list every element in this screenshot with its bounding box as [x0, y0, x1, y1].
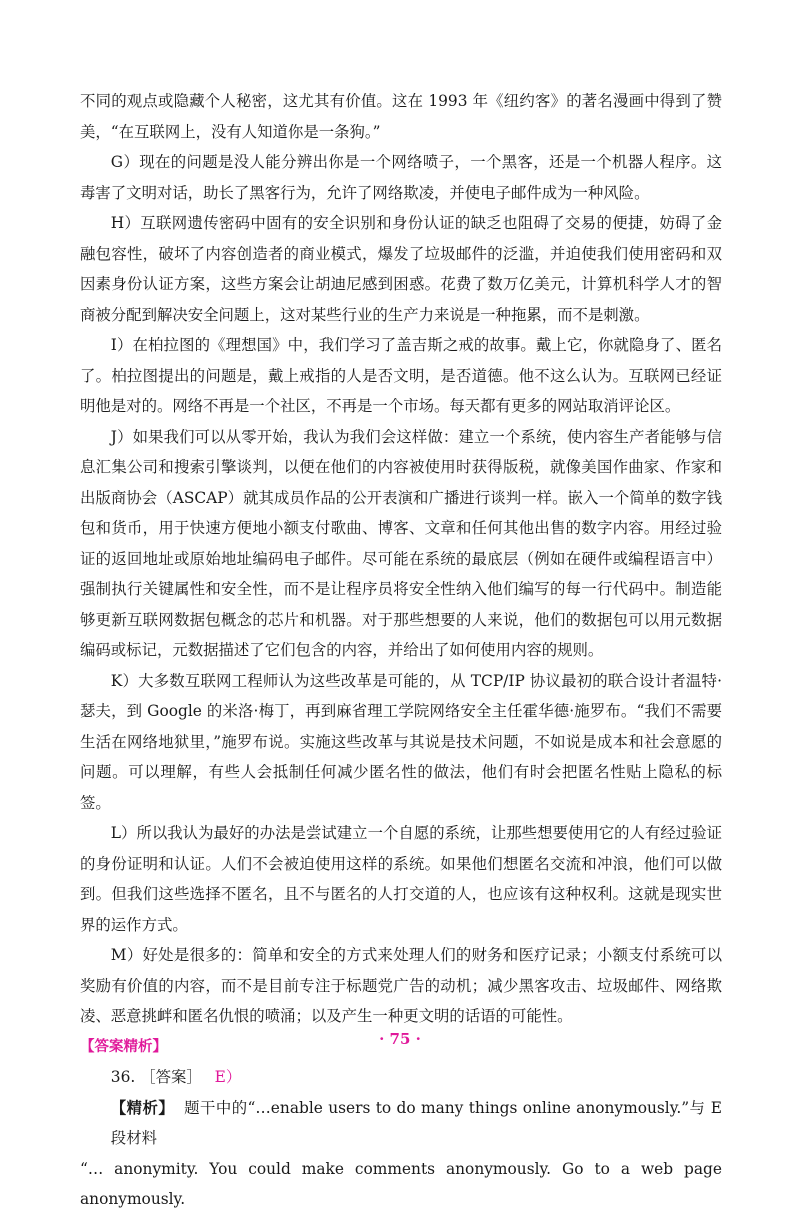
paragraph-m: M）好处是很多的：简单和安全的方式来处理人们的财务和医疗记录；小额支付系统可以奖励有价值的内容，而不是目前专注于标题党广告的动机；减少黑客攻击、垃圾邮件、网络欺凌、恶意挑衅和匿名仇恨的喷涌；以及产生一种更文明的话语的可能性。	[80, 946, 722, 1025]
analysis-text-line-1: 题干中的“…enable users to do many things online anonymously.”与 E 段材料	[110, 1098, 722, 1147]
answer-row	[80, 1062, 722, 1093]
paragraph-l: L）所以我认为最好的办法是尝试建立一个自愿的系统，让那些想要使用它的人有经过验证的身份证明和认证。人们不会被迫使用这样的系统。如果他们想匿名交流和冲浪，他们可以做到。但我们这些选择不匿名，且不与匿名的人打交道的人，也应该有这种权利。这就是现实世界的运作方式。	[80, 824, 722, 934]
analysis-text-line-2: “… anonymity. You could make comments anonymously. Go to a web page anonymously.	[80, 1159, 722, 1208]
answer-value: E）	[214, 1068, 242, 1086]
analysis-row	[80, 1093, 722, 1154]
paragraph-j: J）如果我们可以从零开始，我认为我们会这样做：建立一个系统，使内容生产者能够与信息汇集公司和搜索引擎谈判，以便在他们的内容被使用时获得版税，就像美国作曲家、作家和出版商协会（ASCAP）就其成员作品的公开表演和广播进行谈判一样。嵌入一个简单的数字钱包和货币，用于快速方便地小额支付歌曲、博客、文章和任何其他出售的数字内容。用经过验证的返回地址或原始地址编码电子邮件。尽可能在系统的最底层（例如在硬件或编程语言中）强制执行关键属性和安全性，而不是让程序员将安全性纳入他们编写的每一行代码中。制造能够更新互联网数据包概念的芯片和机器。对于那些想要的人来说，他们的数据包可以用元数据编码或标记，元数据描述了它们包含的内容，并给出了如何使用内容的规则。	[80, 427, 722, 659]
answer-label: ［答案］	[140, 1068, 202, 1086]
answer-analysis-heading: 【答案精析】	[80, 1038, 167, 1055]
analysis-tag: 【精析】	[110, 1098, 175, 1117]
paragraph-h: H）互联网遗传密码中固有的安全识别和身份认证的缺乏也阻碍了交易的便捷，妨碍了金融包容性，破坏了内容创造者的商业模式，爆发了垃圾邮件的泛滥，并迫使我们使用密码和双因素身份认证方案，这些方案会让胡迪尼感到困惑。花费了数万亿美元，计算机科学人才的智商被分配到解决安全问题上，这对某些行业的生产力来说是一种拖累，而不是刺激。	[80, 214, 722, 324]
paragraph-k: K）大多数互联网工程师认为这些改革是可能的，从 TCP/IP 协议最初的联合设计者温特·瑟夫，到 Google 的米洛·梅丁，再到麻省理工学院网络安全主任霍华德·施罗布。“我们不需要生活在网络地狱里，”施罗布说。实施这些改革与其说是技术问题，不如说是成本和社会意愿的问题。可以理解，有些人会抵制任何减少匿名性的做法，他们有时会把匿名性贴上隐私的标签。	[80, 671, 722, 812]
page-number: · 75 ·	[379, 1030, 421, 1048]
paragraph-i: I）在柏拉图的《理想国》中，我们学习了盖吉斯之戒的故事。戴上它，你就隐身了、匿名了。柏拉图提出的问题是，戴上戒指的人是否文明，是否道德。他不这么认为。互联网已经证明他是对的。网络不再是一个社区，不再是一个市场。每天都有更多的网站取消评论区。	[80, 336, 722, 415]
paragraph-f-continued: 不同的观点或隐藏个人秘密，这尤其有价值。这在 1993 年《纽约客》的著名漫画中得到了赞美，“在互联网上，没有人知道你是一条狗。”	[80, 92, 722, 141]
question-number: 36.	[110, 1068, 136, 1086]
paragraph-g: G）现在的问题是没人能分辨出你是一个网络喷子，一个黑客，还是一个机器人程序。这毒害了文明对话，助长了黑客行为，允许了网络欺凌，并使电子邮件成为一种风险。	[80, 153, 722, 202]
